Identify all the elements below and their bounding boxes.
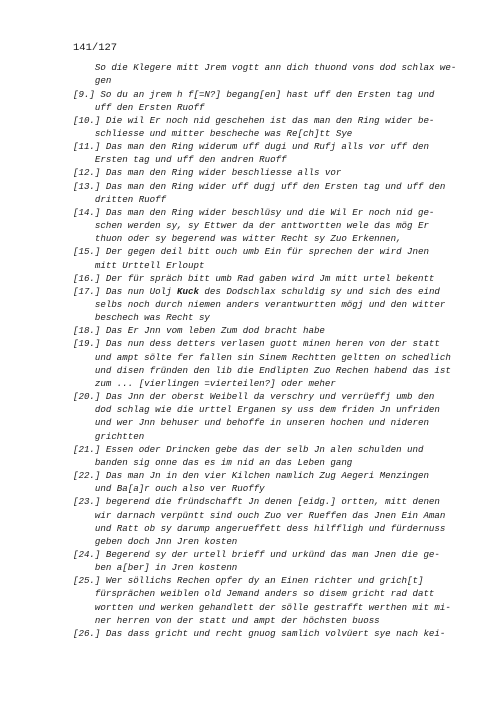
text-line: und Ratt ob sy darump angerueffett dess hilffligh und fürdernuss <box>73 522 446 534</box>
text-line: und disen fründen den lib die Endlipten Zuo Rechen habend das ist <box>73 364 451 376</box>
text-line: zum ... [vierlingen =vierteilen?] oder meher <box>73 377 336 389</box>
highlighted-name: Kuck <box>177 285 199 297</box>
text-line: [21.] Essen oder Drincken gebe das der selb Jn alen schulden und <box>73 443 424 455</box>
text-line: schen werden sy, sy Ettwer da der anttwortten wele das mög Er <box>73 220 429 232</box>
text-line: und ampt sölte fer fallen sin Sinem Rechtten geltten on schedlich <box>73 351 451 363</box>
text-line: [18.] Das Er Jnn vom leben Zum dod bracht habe <box>73 325 325 337</box>
text-line: [23.] begerend die fründschafft Jn denen [eidg.] ortten, mitt denen <box>73 496 440 508</box>
text-line: [10.] Die wil Er noch nid geschehen ist das man den Ring wider be- <box>73 114 435 126</box>
text-line: selbs noch durch niemen anders verantwurtten mögj und den witter <box>73 299 446 311</box>
transcription-body <box>73 61 468 640</box>
text-line: [19.] Das nun dess detters verlasen guott minen heren von der statt <box>73 338 440 350</box>
text-line: beschech was Recht sy <box>73 312 210 324</box>
page-number: 141/127 <box>73 42 118 54</box>
text-line: [24.] Begerend sy der urtell brieff und urkünd das man Jnen die ge- <box>73 548 440 560</box>
text-line: uff den Ersten Ruoff <box>73 101 205 113</box>
text-line: [13.] Das man den Ring wider uff dugj uff den Ersten tag und uff den <box>73 180 446 192</box>
text-line: und wer Jnn behuser und behoffe in unseren hochen und nideren <box>73 417 429 429</box>
text-line: mitt Urttell Erloupt <box>73 259 205 271</box>
text-line: thuon oder sy begerend was witter Recht sy Zuo Erkennen, <box>73 233 402 245</box>
text-line: [16.] Der für spräch bitt umb Rad gaben wird Jm mitt urtel bekentt <box>73 272 435 284</box>
text-line: wir darnach verpüntt sind ouch Zuo ver Rueffen das Jnen Ein Aman <box>73 509 446 521</box>
text-line: dritten Ruoff <box>73 193 167 205</box>
text-line: schliesse und mitter bescheche was Re[ch]tt Sye <box>73 127 353 139</box>
text-line: grichtten <box>73 430 145 442</box>
text-line: Ersten tag und uff den andren Ruoff <box>73 154 287 166</box>
text-line: [9.] So du an jrem h f[=N?] begang[en] hast uff den Ersten tag und <box>73 88 435 100</box>
text-line: banden sig onne das es im nid an das Leben gang <box>73 456 353 468</box>
text-line: [22.] Das man Jn in den vier Kilchen namlich Zug Aegeri Menzingen <box>73 470 429 482</box>
text-line: gen <box>73 75 112 87</box>
text-line: So die Klegere mitt Jrem vogtt ann dich thuond vons dod schlax we- <box>73 62 457 74</box>
text-line: [26.] Das dass gricht und recht gnuog samlich volvüert sye nach kei- <box>73 627 446 639</box>
text-line: ben a[ber] in Jren kostenn <box>73 562 238 574</box>
text-line: und Ba[a]r ouch also ver Ruoffy <box>73 483 265 495</box>
text-line: [11.] Das man den Ring widerum uff dugi und Rufj alls vor uff den <box>73 141 429 153</box>
text-line: [15.] Der gegen deil bitt ouch umb Ein für sprechen der wird Jnen <box>73 246 429 258</box>
text-line: fürsprächen weiblen old Jemand anders so disem gricht rad datt <box>73 588 435 600</box>
text-line: [17.] Das nun Uolj Kuck des Dodschlax schuldig sy und sich des eind <box>73 285 440 297</box>
text-line: [12.] Das man den Ring wider beschliesse alls vor <box>73 167 342 179</box>
text-line: ner herren von der statt und ampt der höchsten buoss <box>73 614 380 626</box>
text-line: geben doch Jnn Jren kosten <box>73 535 238 547</box>
text-line: [20.] Das Jnn der oberst Weibell da verschry und verrüeffj umb den <box>73 391 435 403</box>
text-line: wortten und werken gehandlett der sölle gestrafft werthen mit mi- <box>73 601 451 613</box>
text-line: dod schlag wie die urttel Erganen sy uss dem friden Jn unfriden <box>73 404 440 416</box>
text-line: [14.] Das man den Ring wider beschlüsy und die Wil Er noch nid ge- <box>73 206 435 218</box>
text-line: [25.] Wer söllichs Rechen opfer dy an Einen richter und grich[t] <box>73 575 424 587</box>
